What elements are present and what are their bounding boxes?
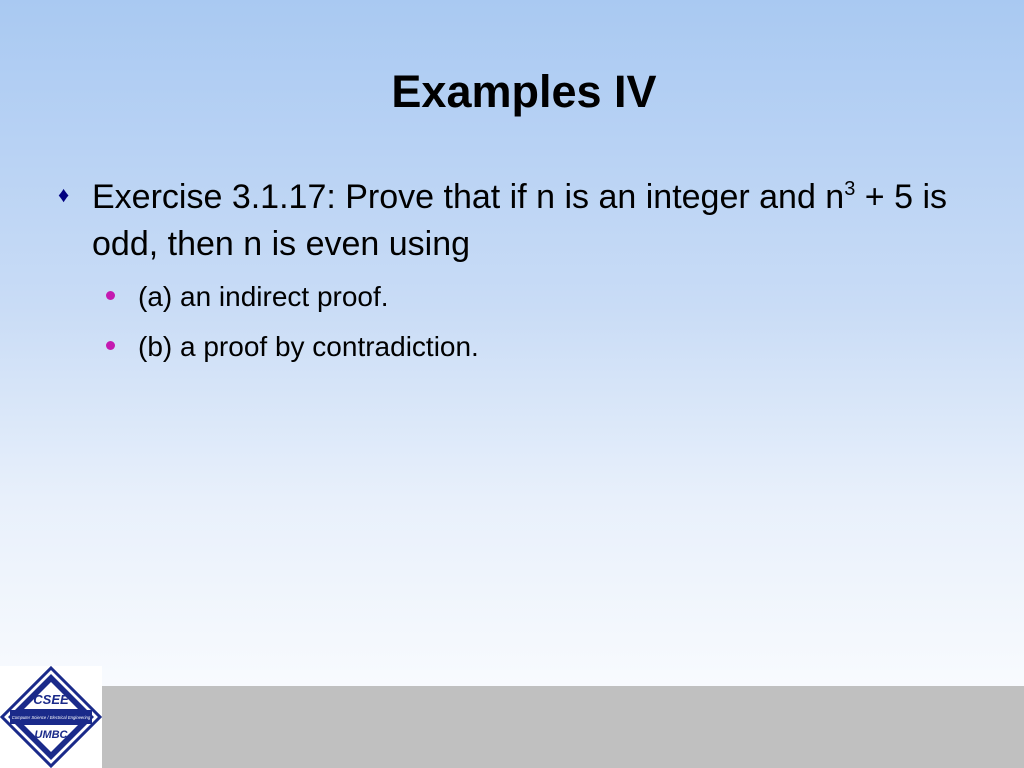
exponent: 3	[844, 178, 856, 200]
diamond-bullet-icon: ♦	[58, 182, 70, 207]
sub-bullet-item	[106, 280, 906, 330]
dot-bullet-icon	[106, 341, 115, 350]
sub-bullet-text: (b) a proof by contradiction.	[138, 331, 479, 362]
logo-band-text: Computer Science / Electrical Engineering	[11, 715, 91, 720]
dot-bullet-icon	[106, 291, 115, 300]
main-bullet-text-start: Exercise 3.1.17: Prove that if n is an integer and n	[92, 178, 845, 216]
logo-graphic	[0, 666, 102, 768]
logo-top-text: CSEE	[33, 692, 69, 707]
main-bullet	[58, 174, 958, 268]
sub-bullet-item	[106, 330, 906, 380]
main-bullet-text-end: + 5 is odd, then n is even using	[92, 178, 948, 263]
slide-title: Examples IV	[391, 66, 657, 117]
logo-bottom-text: UMBC	[34, 729, 68, 741]
csee-umbc-logo	[0, 666, 102, 768]
footer-bar	[102, 686, 1024, 768]
sub-bullet-text: (a) an indirect proof.	[138, 281, 389, 312]
main-bullet-text	[92, 174, 958, 268]
sub-bullet-list	[106, 280, 906, 380]
